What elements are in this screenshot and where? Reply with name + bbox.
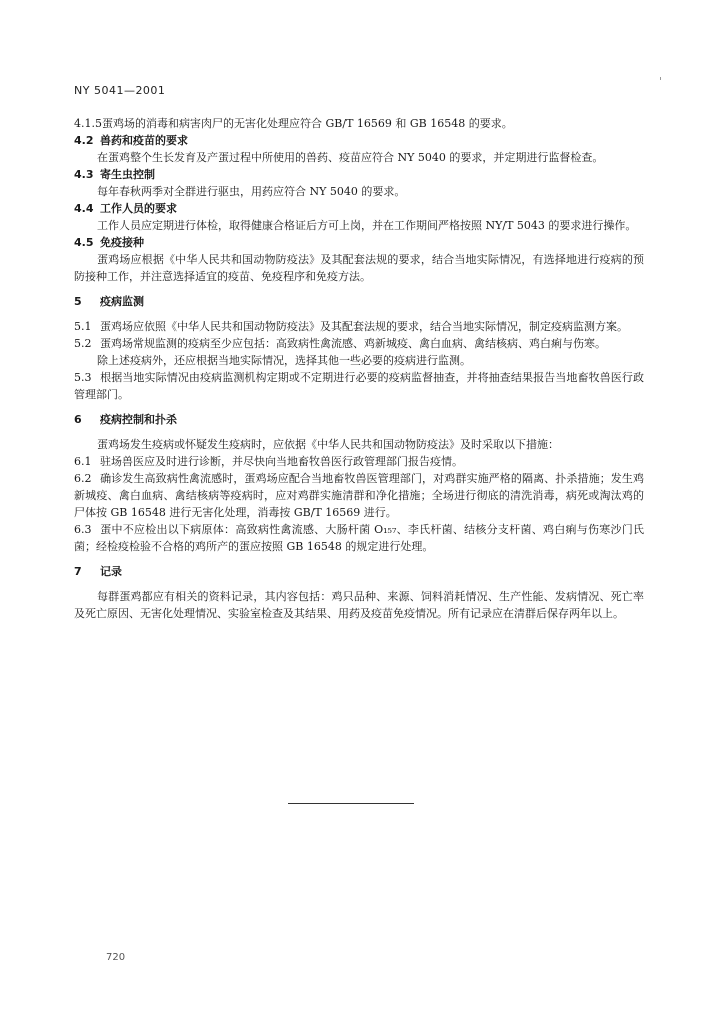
paragraph <box>74 521 644 555</box>
clause-text: 蛋鸡场发生疫病或怀疑发生疫病时，应依据《中华人民共和国动物防疫法》及时采取以下措施： <box>97 438 559 451</box>
paragraph <box>74 436 644 453</box>
section-heading <box>74 132 644 149</box>
paragraph <box>74 217 644 234</box>
section-heading <box>74 200 644 217</box>
clause-number: 5.2 <box>74 337 92 350</box>
section-gap <box>74 580 644 588</box>
clause-text: 蛋鸡场应根据《中华人民共和国动物防疫法》及其配套法规的要求，结合当地实际情况，有选择地进行疫病的预防接种工作，并注意选择适宜的疫苗、免疫程序和免疫方法。 <box>74 253 644 283</box>
clause-text: 工作人员应定期进行体检，取得健康合格证后方可上岗，并在工作期间严格按照 NY/T 5043 的要求进行操作。 <box>97 219 637 232</box>
section-heading <box>74 411 644 428</box>
heading-text: 记录 <box>100 565 122 578</box>
section-heading <box>74 293 644 310</box>
paragraph <box>74 470 644 521</box>
heading-text: 兽药和疫苗的要求 <box>100 134 188 147</box>
paragraph <box>74 335 644 352</box>
clause-text: 每年春秋两季对全群进行驱虫，用药应符合 NY 5040 的要求。 <box>97 185 406 198</box>
heading-text: 疫病控制和扑杀 <box>100 413 177 426</box>
heading-text: 寄生虫控制 <box>100 168 155 181</box>
clause-number: 7 <box>74 565 82 578</box>
clause-number: 6.3 <box>74 523 92 536</box>
clause-number: 6.1 <box>74 455 92 468</box>
standard-code-header: NY 5041—2001 <box>74 84 166 97</box>
paragraph <box>74 588 644 622</box>
end-divider <box>288 803 414 804</box>
clause-number: 4.2 <box>74 134 94 147</box>
clause-number: 4.1.5 <box>74 117 102 130</box>
paragraph <box>74 183 644 200</box>
clause-number: 4.4 <box>74 202 94 215</box>
heading-text: 疫病监测 <box>100 295 144 308</box>
section-gap <box>74 403 644 411</box>
clause-text: 驻场兽医应及时进行诊断，并尽快向当地畜牧兽医行政管理部门报告疫情。 <box>100 455 463 468</box>
paragraph <box>74 251 644 285</box>
section-heading <box>74 563 644 580</box>
clause-text: 蛋鸡场应依照《中华人民共和国动物防疫法》及其配套法规的要求，结合当地实际情况，制定疫病监测方案。 <box>100 320 628 333</box>
paragraph <box>74 453 644 470</box>
clause-text: 确诊发生高致病性禽流感时，蛋鸡场应配合当地畜牧兽医管理部门，对鸡群实施严格的隔离、扑杀措施；发生鸡新城疫、禽白血病、禽结核病等疫病时，应对鸡群实施清群和净化措施；全场进行彻底的清洗消毒，病死或淘汰鸡的尸体按 GB 16548 进行无害化处理，消毒按 GB/T 16569 进行。 <box>74 472 644 519</box>
clause-number: 5 <box>74 295 82 308</box>
clause-number: 5.1 <box>74 320 92 333</box>
section-heading <box>74 166 644 183</box>
scan-mark <box>660 77 661 80</box>
heading-text: 工作人员的要求 <box>100 202 177 215</box>
page-number: 720 <box>106 952 126 963</box>
paragraph <box>74 352 644 369</box>
paragraph <box>74 369 644 403</box>
heading-text: 免疫接种 <box>100 236 144 249</box>
document-body <box>74 115 644 622</box>
paragraph <box>74 149 644 166</box>
paragraph <box>74 115 644 132</box>
clause-number: 6.2 <box>74 472 92 485</box>
section-gap <box>74 555 644 563</box>
paragraph <box>74 318 644 335</box>
clause-text: 根据当地实际情况由疫病监测机构定期或不定期进行必要的疫病监督抽查，并将抽查结果报告当地畜牧兽医行政管理部门。 <box>74 371 644 401</box>
section-gap <box>74 310 644 318</box>
section-gap <box>74 428 644 436</box>
clause-number: 6 <box>74 413 82 426</box>
clause-text: 每群蛋鸡都应有相关的资料记录，其内容包括：鸡只品种、来源、饲料消耗情况、生产性能、发病情况、死亡率及死亡原因、无害化处理情况、实验室检查及其结果、用药及疫苗免疫情况。所有记录应在清群后保存两年以上。 <box>74 590 644 620</box>
section-gap <box>74 285 644 293</box>
clause-text: 蛋鸡场的消毒和病害肉尸的无害化处理应符合 GB/T 16569 和 GB 16548 的要求。 <box>102 117 513 130</box>
clause-text: 除上述疫病外，还应根据当地实际情况，选择其他一些必要的疫病进行监测。 <box>97 354 471 367</box>
clause-number: 5.3 <box>74 371 92 384</box>
clause-number: 4.3 <box>74 168 94 181</box>
clause-text: 蛋中不应检出以下病原体：高致病性禽流感、大肠杆菌 O₁₅₇、李氏杆菌、结核分支杆菌、鸡白痢与伤寒沙门氏菌；经检疫检验不合格的鸡所产的蛋应按照 GB 16548 的规定进行处理。 <box>74 523 644 553</box>
section-heading <box>74 234 644 251</box>
clause-text: 在蛋鸡整个生长发育及产蛋过程中所使用的兽药、疫苗应符合 NY 5040 的要求，并定期进行监督检查。 <box>97 151 604 164</box>
clause-text: 蛋鸡场常规监测的疫病至少应包括：高致病性禽流感、鸡新城疫、禽白血病、禽结核病、鸡白痢与伤寒。 <box>100 337 606 350</box>
clause-number: 4.5 <box>74 236 94 249</box>
